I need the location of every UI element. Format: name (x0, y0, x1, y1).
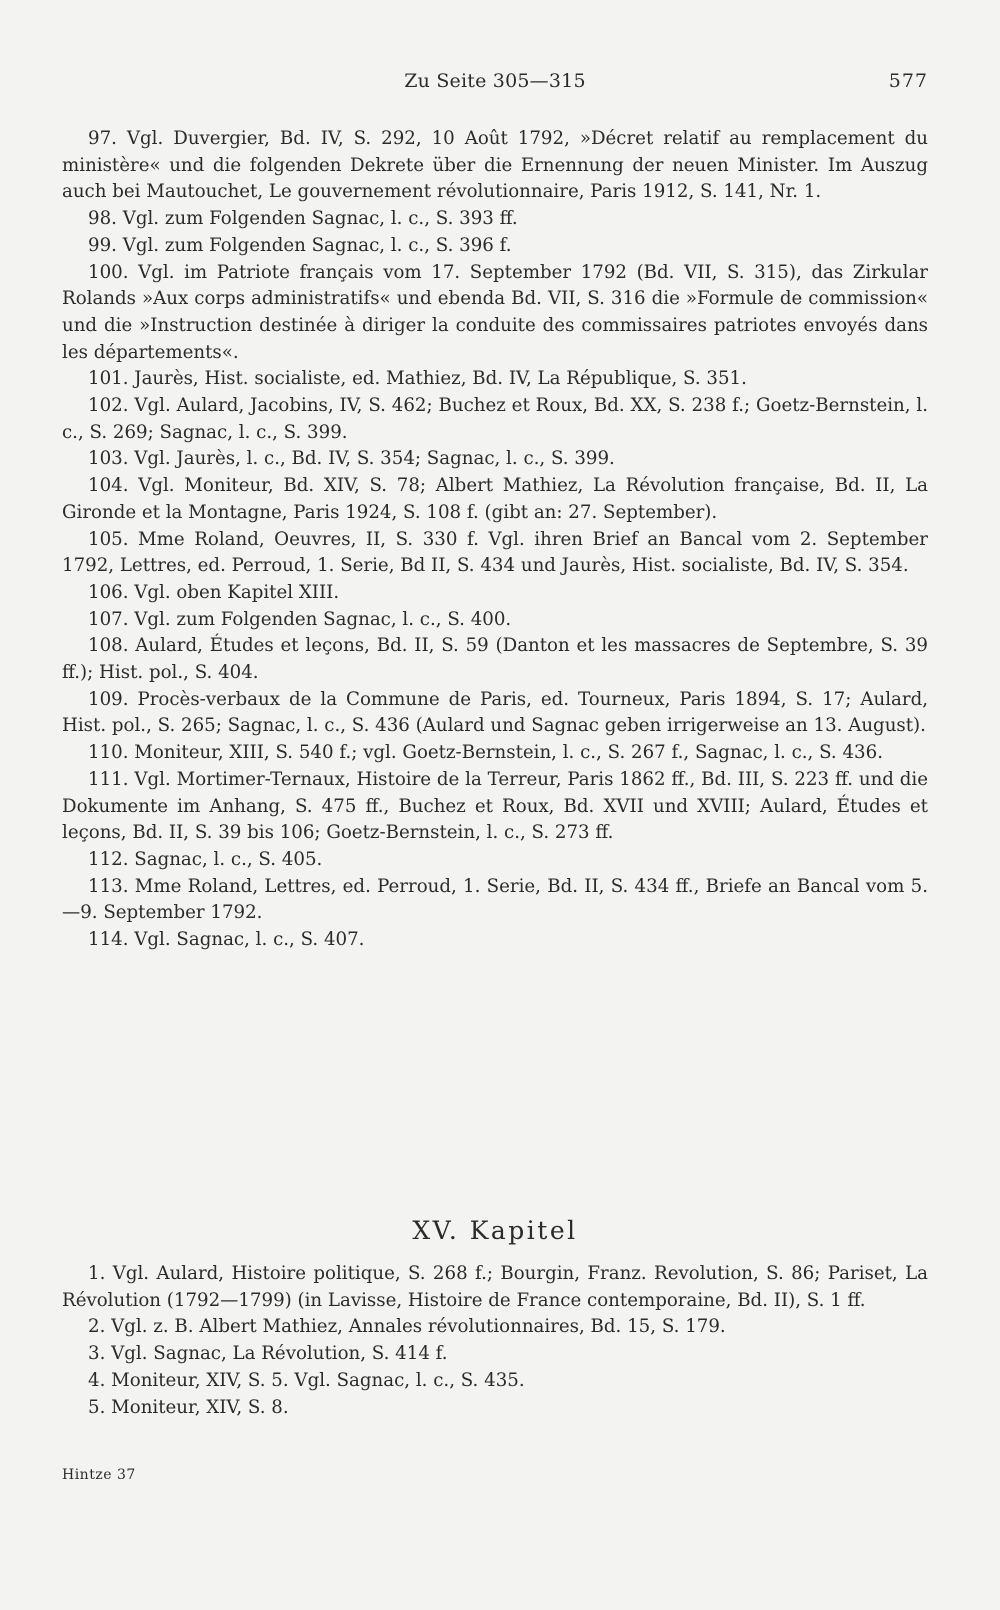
running-title: Zu Seite 305—315 (404, 70, 586, 92)
endnote-105: 105. Mme Roland, Oeuvres, II, S. 330 f. Vgl. ihren Brief an Bancal vom 2. September 1792, Lettres, ed. Perroud, 1. Serie, Bd II, S. 434 und Jaurès, Hist. socialiste, Bd. IV, S. 354. (62, 528, 928, 577)
chapter-heading: XV. Kapitel (412, 1216, 578, 1245)
printer-signature-mark: Hintze 37 (62, 1467, 136, 1483)
endnote-3: 3. Vgl. Sagnac, La Révolution, S. 414 f. (88, 1343, 448, 1365)
endnote-99: 99. Vgl. zum Folgenden Sagnac, l. c., S. 396 f. (88, 234, 512, 256)
endnote-97: 97. Vgl. Duvergier, Bd. IV, S. 292, 10 Août 1792, »Décret relatif au remplacement du ministère« und die folgenden Dekrete über die Ernennung der neuen Minister. Im Auszug auch bei Mautouchet, Le gouvernement révolutionnaire, Paris 1912, S. 141, Nr. 1. (62, 128, 928, 203)
endnotes-chapter-14 (62, 126, 928, 954)
endnote-107: 107. Vgl. zum Folgenden Sagnac, l. c., S. 400. (88, 608, 512, 630)
book-page (62, 0, 928, 1610)
endnote-102: 102. Vgl. Aulard, Jacobins, IV, S. 462; Buchez et Roux, Bd. XX, S. 238 f.; Goetz-Bernstein, l. c., S. 269; Sagnac, l. c., S. 399. (62, 395, 928, 443)
running-head (62, 68, 928, 94)
endnote-100: 100. Vgl. im Patriote français vom 17. September 1792 (Bd. VII, S. 315), das Zirkular Rolands »Aux corps administratifs« und ebenda Bd. VII, S. 316 die »Formule de commission« und die »Instruction destinée à diriger la conduite des commissaires patriotes envoyés dans les départements«. (62, 261, 928, 363)
endnotes-chapter-15 (62, 1261, 928, 1421)
endnote-101: 101. Jaurès, Hist. socialiste, ed. Mathiez, Bd. IV, La République, S. 351. (88, 368, 747, 390)
page-number: 577 (888, 70, 928, 92)
endnote-111: 111. Vgl. Mortimer-Ternaux, Histoire de la Terreur, Paris 1862 ff., Bd. III, S. 223 ff. und die Dokumente im Anhang, S. 475 ff., Buchez et Roux, Bd. XVII und XVIII; Aulard, Études et leçons, Bd. II, S. 39 bis 106; Goetz-Bernstein, l. c., S. 273 ff. (62, 768, 928, 844)
endnote-109: 109. Procès-verbaux de la Commune de Paris, ed. Tourneux, Paris 1894, S. 17; Aulard, Hist. pol., S. 265; Sagnac, l. c., S. 436 (Aulard und Sagnac geben irrigerweise an 13. August). (62, 688, 928, 737)
endnote-5: 5. Moniteur, XIV, S. 8. (88, 1396, 289, 1418)
endnote-108: 108. Aulard, Études et leçons, Bd. II, S. 59 (Danton et les massacres de Septembre, S. 39 ff.); Hist. pol., S. 404. (62, 635, 928, 684)
endnote-2: 2. Vgl. z. B. Albert Mathiez, Annales révolutionnaires, Bd. 15, S. 179. (88, 1316, 726, 1338)
endnote-106: 106. Vgl. oben Kapitel XIII. (88, 581, 340, 603)
endnote-113: 113. Mme Roland, Lettres, ed. Perroud, 1. Serie, Bd. II, S. 434 ff., Briefe an Bancal vom 5.—9. September 1792. (62, 875, 928, 924)
endnote-110: 110. Moniteur, XIII, S. 540 f.; vgl. Goetz-Bernstein, l. c., S. 267 f., Sagnac, l. c., S. 436. (88, 742, 883, 764)
endnote-104: 104. Vgl. Moniteur, Bd. XIV, S. 78; Albert Mathiez, La Révolution française, Bd. II, La Gironde et la Montagne, Paris 1924, S. 108 f. (gibt an: 27. September). (62, 475, 928, 523)
endnote-114: 114. Vgl. Sagnac, l. c., S. 407. (88, 929, 365, 951)
endnote-103: 103. Vgl. Jaurès, l. c., Bd. IV, S. 354; Sagnac, l. c., S. 399. (88, 448, 615, 470)
endnote-112: 112. Sagnac, l. c., S. 405. (88, 848, 323, 870)
endnote-4: 4. Moniteur, XIV, S. 5. Vgl. Sagnac, l. c., S. 435. (88, 1369, 525, 1391)
endnote-98: 98. Vgl. zum Folgenden Sagnac, l. c., S. 393 ff. (88, 208, 518, 230)
endnote-1: 1. Vgl. Aulard, Histoire politique, S. 268 f.; Bourgin, Franz. Revolution, S. 86; Pariset, La Révolution (1792—1799) (in Lavisse, Histoire de France contemporaine, Bd. II), S. 1 ff. (62, 1263, 928, 1311)
